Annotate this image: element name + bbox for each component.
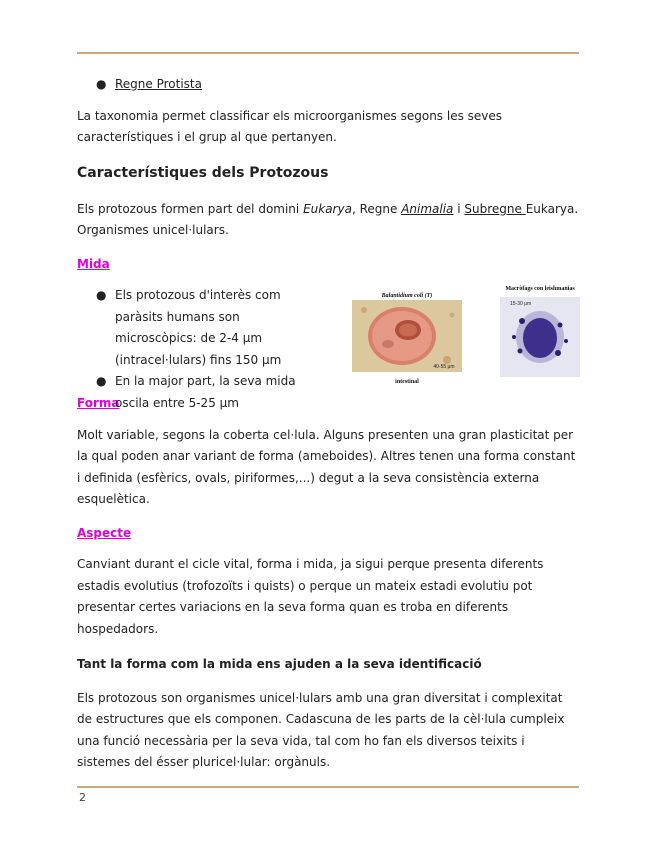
figure-label: intestinal [395,379,419,385]
figure-caption: Macròfags con leishmanias [505,286,575,292]
scale-label: 15-30 μm [510,301,532,307]
taxonomy-paragraph: La taxonomia permet classificar els microorganismes segons les seves característiques i el grup al que pertanyen. [77,108,503,144]
balantidium-figure [352,292,462,386]
macrophage-micrograph [500,297,580,377]
section-title: Característiques dels Protozous [77,164,329,181]
figure-caption: Balantidium coli (T) [381,293,433,299]
macrophage-figure [497,285,583,377]
list-item-text: Els protozous d'interès com paràsits humans son microscòpics: de 2-4 μm (intracel·lulars) fins 150 μm [115,288,282,367]
text-run: i [453,201,465,216]
forma-paragraph: Molt variable, segons la coberta cel·lula. Alguns presenten una gran plasticitat per la qual poden anar variant de forma (ameboides). Altres tenen una forma constant i definida (esfèrics, ovals, piriformes,...) degut a la seva consistència externa esquelètica. [77,427,576,506]
page-number: 2 [79,791,86,804]
aspecte-heading-link[interactable]: Aspecte [77,525,132,540]
text-run: Els protozous formen part del domini [77,201,304,216]
aspecte-paragraph: Canviant durant el cicle vital, forma i mida, ja sigui perque presenta diferents estadis evolutius (trofozoïts i quists) o perque un mateix estadi evolutiu pot presentar certes variacions en la seva forma quan es troba en diferents hospedadors. [77,557,544,636]
bullet-icon: ● [96,374,107,388]
list-item [77,371,317,414]
balantidium-micrograph [352,300,462,372]
header-rule [77,52,579,54]
list-item [77,74,579,96]
list-item-text: En la major part, la seva mida oscila entre 5-25 μm [115,374,296,410]
text-run: Organismes unicel·lulars. [77,223,229,237]
eukarya-italic: Eukarya [303,201,352,216]
forma-heading-link[interactable]: Forma [77,396,120,410]
animalia-link[interactable]: Animalia [401,201,454,216]
identification-paragraph: Els protozous son organismes unicel·lulars amb una gran diversitat i complexitat de estructures que els componen. Cadascuna de les parts de la cèl·lula cumpleix una funció necessària per la seva vida, tal com ho fan els diversos teixits i sistemes del ésser pluricel·lular: orgànuls. [77,690,565,769]
subregne-link[interactable]: Subregne [464,201,526,216]
mida-heading-link[interactable]: Mida [77,256,110,271]
text-run: , Regne [351,201,402,216]
scale-label: 40-55 μm [433,364,455,370]
identification-heading: Tant la forma com la mida ens ajuden a la seva identificació [77,657,482,671]
list-item [77,285,317,371]
bullet-icon: ● [96,77,107,91]
mida-list [77,285,317,414]
bullet-icon: ● [96,288,107,302]
document-body [77,74,579,774]
domain-paragraph [77,199,579,242]
footer-rule [77,786,579,788]
regne-protista-link[interactable]: Regne Protista [115,77,202,91]
text-run: Eukarya. [525,201,579,216]
